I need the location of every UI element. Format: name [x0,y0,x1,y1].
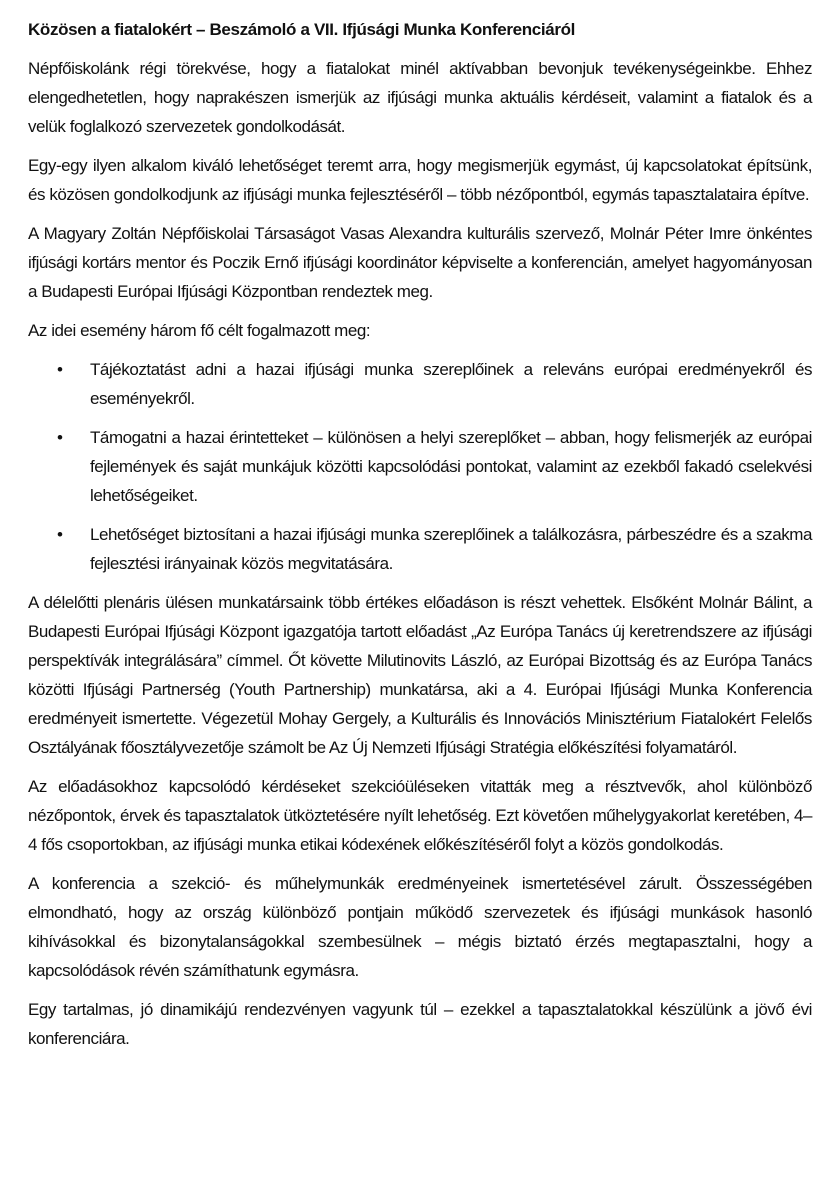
paragraph-representatives: A Magyary Zoltán Népfőiskolai Társaságot Vasas Alexandra kulturális szervező, Molnár Péter Imre önkéntes ifjúsági kortárs mentor és Poczik Ernő ifjúsági koordinátor képviselte a konferencián, amelyet hagyományosan a Budapesti Európai Ifjúsági Központban rendeztek meg. [28,224,812,301]
spacer [28,209,812,219]
goals-list-item [28,355,812,413]
goals-list-item [28,520,812,578]
goal-text: Támogatni a hazai érintetteket – különösen a helyi szereplőket – abban, hogy felismerjék az európai fejlemények és saját munkájuk közötti kapcsolódási pontokat, valamint az ezekből fakadó cselekvési lehetőségeiket. [90,428,812,505]
spacer [28,42,812,54]
spacer [28,510,812,520]
document-page [28,0,812,1053]
paragraph-intro: Népfőiskolánk régi törekvése, hogy a fiatalokat minél aktívabban bevonjuk tevékenységeinkbe. Ehhez elengedhetetlen, hogy naprakészen ismerjük az ifjúsági munka aktuális kérdéseit, valamint a fiatalok és a velük foglalkozó szervezetek gondolkodását. [28,59,812,136]
bullet-icon: • [57,360,63,379]
paragraph-opportunity: Egy-egy ilyen alkalom kiváló lehetőséget teremt arra, hogy megismerjük egymást, új kapcsolatokat építsünk, és közösen gondolkodjunk az ifjúsági munka fejlesztéséről – több nézőpontból, egymás tapasztalataira építve. [28,156,812,204]
paragraph-sections: Az előadásokhoz kapcsolódó kérdéseket szekcióüléseken vitatták meg a résztvevők, ahol különböző nézőpontok, érvek és tapasztalatok ütköztetésére nyílt lehetőség. Ezt követően műhelygyakorlat keretében, 4–4 fős csoportokban, az ifjúsági munka etikai kódexének előkészítéséről folyt a közös gondolkodás. [28,777,812,854]
paragraph-outlook: Egy tartalmas, jó dinamikájú rendezvényen vagyunk túl – ezekkel a tapasztalatokkal készülünk a jövő évi konferenciára. [28,1000,812,1048]
paragraph-goals-intro: Az idei esemény három fő célt fogalmazott meg: [28,321,371,340]
paragraph-plenary: A délelőtti plenáris ülésen munkatársaink több értékes előadáson is részt vehettek. Elsőként Molnár Bálint, a Budapesti Európai Ifjúsági Központ igazgatója tartott előadást „Az Európa Tanács új keretrendszere az ifjúsági perspektívák integrálására” címmel. Őt követte Milutinovits László, az Európai Bizottság és az Európa Tanács közötti Ifjúsági Partnerség (Youth Partnership) munkatársa, aki a 4. Európai Ifjúsági Munka Konferencia eredményeit ismertette. Végezetül Mohay Gergely, a Kulturális és Innovációs Minisztérium Fiatalokért Felelős Osztályának főosztályvezetője számolt be Az Új Nemzeti Ifjúsági Stratégia előkészítési folyamatáról. [28,593,812,757]
spacer [28,141,812,151]
goal-text: Tájékoztatást adni a hazai ifjúsági munka szereplőinek a releváns európai eredményekről és eseményekről. [90,360,812,408]
goal-text: Lehetőséget biztosítani a hazai ifjúsági munka szereplőinek a találkozásra, párbeszédre és a szakma fejlesztési irányainak közös megvitatására. [90,525,812,573]
bullet-icon: • [57,428,63,447]
spacer [28,578,812,588]
spacer [28,306,812,316]
document-title: Közösen a fiatalokért – Beszámoló a VII. Ifjúsági Munka Konferenciáról [28,20,576,39]
goals-list-item [28,423,812,510]
spacer [28,859,812,869]
goals-list [28,355,812,578]
bullet-icon: • [57,525,63,544]
spacer [28,762,812,772]
spacer [28,985,812,995]
paragraph-conclusion: A konferencia a szekció- és műhelymunkák eredményeinek ismertetésével zárult. Összességében elmondható, hogy az ország különböző pontjain működő szervezetek és ifjúsági munkások hasonló kihívásokkal és bizonytalanságokkal szembesülnek – mégis biztató érzés megtapasztalni, hogy a kapcsolódások révén számíthatunk egymásra. [28,874,812,980]
spacer [28,345,812,355]
spacer [28,413,812,423]
